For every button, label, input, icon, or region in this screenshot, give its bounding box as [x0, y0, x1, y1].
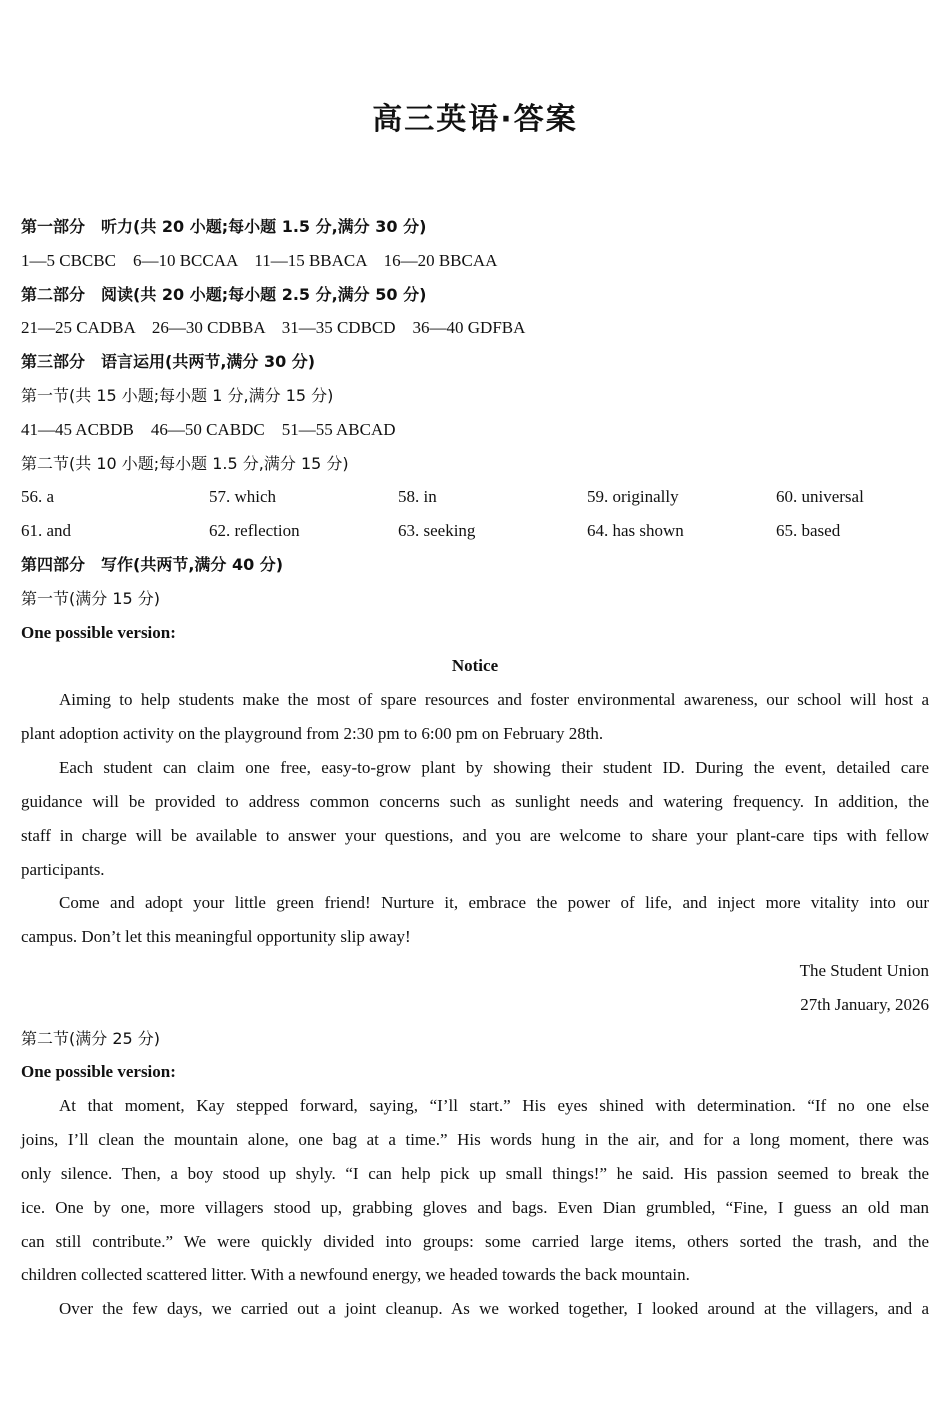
- notice-line: Come and adopt your little green friend! Nurture it, embrace the power of life, and inject more vitality into our: [59, 893, 929, 912]
- notice-date: 27th January, 2026: [800, 995, 929, 1014]
- notice-line: staff in charge will be available to answer your questions, and you are welcome to share your plant-care tips with fellow: [21, 826, 929, 845]
- notice-line: participants.: [21, 860, 105, 879]
- part3-section2-heading: 第二节(共 10 小题;每小题 1.5 分,满分 15 分): [21, 454, 349, 473]
- answer-65: 65. based: [776, 521, 841, 540]
- answer-63: 63. seeking: [398, 521, 476, 540]
- answer-61: 61. and: [21, 521, 72, 540]
- answer-59: 59. originally: [587, 487, 679, 506]
- answer-57: 57. which: [209, 487, 277, 506]
- possible-version-label: One possible version:: [21, 623, 176, 642]
- answer-62: 62. reflection: [209, 521, 300, 540]
- notice-line: Aiming to help students make the most of spare resources and foster environmental awareness, our school will host a: [59, 690, 929, 709]
- answer-56: 56. a: [21, 487, 55, 506]
- story-line: children collected scattered litter. With a newfound energy, we headed towards the back mountain.: [21, 1265, 690, 1284]
- part2-answers: 21—25 CADBA 26—30 CDBBA 31—35 CDBCD 36—40 GDFBA: [21, 318, 526, 337]
- answer-58: 58. in: [398, 487, 437, 506]
- story-line: Over the few days, we carried out a joint cleanup. As we worked together, I looked around at the villagers, and a: [59, 1299, 929, 1318]
- story-line: can still contribute.” We were quickly divided into groups: some carried large items, others sorted the trash, and the: [21, 1232, 929, 1251]
- possible-version-label-2: One possible version:: [21, 1062, 176, 1081]
- part4-heading: 第四部分 写作(共两节,满分 40 分): [21, 555, 284, 574]
- notice-title: Notice: [451, 656, 499, 675]
- story-line: ice. One by one, more villagers stood up, grabbing gloves and bags. Even Dian grumbled, “Fine, I guess an old man: [21, 1198, 929, 1217]
- part4-section1-heading: 第一节(满分 15 分): [21, 589, 161, 608]
- notice-line: campus. Don’t let this meaningful opportunity slip away!: [21, 927, 411, 946]
- story-line: joins, I’ll clean the mountain alone, one bag at a time.” His words hung in the air, and for a long moment, there was: [21, 1130, 929, 1149]
- page-title: 高三英语·答案: [372, 102, 578, 137]
- part4-section2-heading: 第二节(满分 25 分): [21, 1029, 161, 1048]
- answer-64: 64. has shown: [587, 521, 684, 540]
- part2-heading: 第二部分 阅读(共 20 小题;每小题 2.5 分,满分 50 分): [21, 285, 427, 304]
- notice-line: plant adoption activity on the playground from 2:30 pm to 6:00 pm on February 28th.: [21, 724, 604, 743]
- notice-line: Each student can claim one free, easy-to-grow plant by showing their student ID. During the event, detailed care: [59, 758, 929, 777]
- part3-heading: 第三部分 语言运用(共两节,满分 30 分): [21, 352, 316, 371]
- notice-line: guidance will be provided to address common concerns such as sunlight needs and watering frequency. In addition, the: [21, 792, 929, 811]
- story-line: At that moment, Kay stepped forward, saying, “I’ll start.” His eyes shined with determination. “If no one else: [59, 1096, 929, 1115]
- part1-answers: 1—5 CBCBC 6—10 BCCAA 11—15 BBACA 16—20 BBCAA: [21, 251, 498, 270]
- answer-60: 60. universal: [776, 487, 864, 506]
- notice-signature: The Student Union: [799, 961, 929, 980]
- part1-heading: 第一部分 听力(共 20 小题;每小题 1.5 分,满分 30 分): [21, 217, 427, 236]
- story-line: only silence. Then, a boy stood up shyly. “I can help pick up small things!” he said. His passion seemed to break the: [21, 1164, 929, 1183]
- part3-section1-heading: 第一节(共 15 小题;每小题 1 分,满分 15 分): [21, 386, 334, 405]
- part3-section1-answers: 41—45 ACBDB 46—50 CABDC 51—55 ABCAD: [21, 420, 396, 439]
